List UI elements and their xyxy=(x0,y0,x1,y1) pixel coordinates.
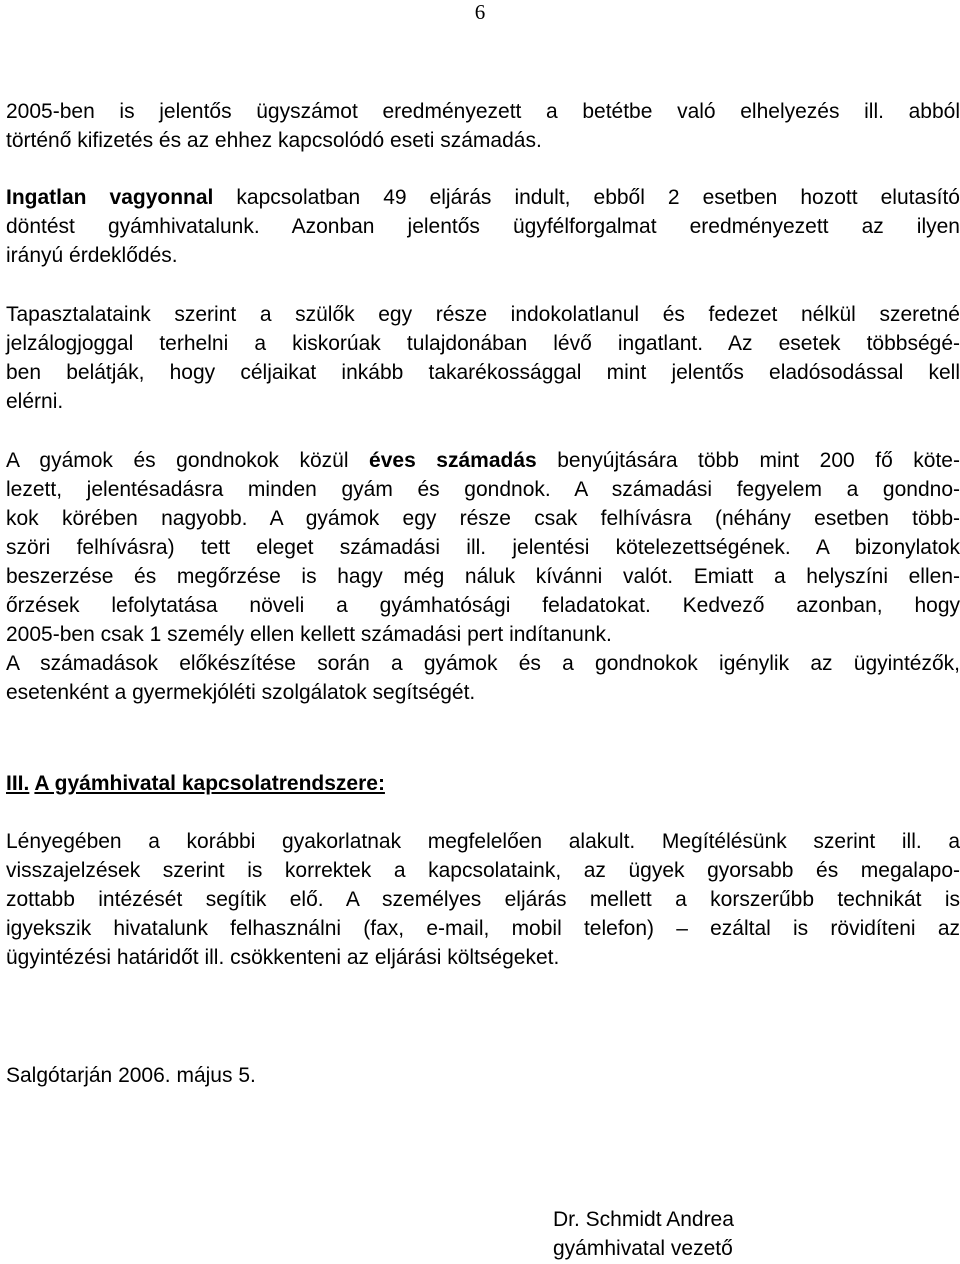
text-line: Lényegében a korábbi gyakorlatnak megfelelően alakult. Megítélésünk szerint ill. a xyxy=(6,830,960,853)
text-line: ügyintézési határidőt ill. csökkenteni az eljárási költségeket. xyxy=(6,946,560,969)
text-line xyxy=(6,447,960,475)
text-line: A számadások előkészítése során a gyámok és a gondnokok igénylik az ügyintézők, xyxy=(6,652,960,675)
text-line: Tapasztalataink szerint a szülők egy része indokolatlanul és fedezet nélkül szeretné xyxy=(6,303,960,326)
text-line: kok körében nagyobb. A gyámok egy része csak felhívásra (néhány esetben több- xyxy=(6,507,960,530)
section-heading xyxy=(6,770,385,798)
signature-title: gyámhivatal vezető xyxy=(553,1237,733,1260)
text-span: kapcsolatban 49 eljárás indult, ebből 2 esetben hozott elutasító xyxy=(213,186,960,209)
signature-name: Dr. Schmidt Andrea xyxy=(553,1208,734,1231)
text-line: beszerzése és megőrzése is hagy még náluk kívánni valót. Emiatt a helyszíni ellen- xyxy=(6,565,960,588)
text-line: jelzálogjoggal terhelni a kiskorúak tulajdonában lévő ingatlant. Az esetek többségé- xyxy=(6,332,960,355)
text-span: benyújtására több mint 200 fő köte- xyxy=(536,449,960,472)
text-line: esetenként a gyermekjóléti szolgálatok segítségét. xyxy=(6,681,476,704)
text-line: zottabb intézését segítik elő. A személyes eljárás mellett a korszerűbb technikát is xyxy=(6,888,960,911)
text-line: igyekszik hivatalunk felhasználni (fax, e-mail, mobil telefon) – ezáltal is rövidíteni az xyxy=(6,917,960,940)
text-span: A gyámok és gondnokok közül xyxy=(6,449,370,472)
text-line: őrzések lefolytatása növeli a gyámhatósági feladatokat. Kedvező azonban, hogy xyxy=(6,594,960,617)
text-line: 2005-ben csak 1 személy ellen kellett számadási pert indítanunk. xyxy=(6,623,612,646)
text-line: 2005-ben is jelentős ügyszámot eredményezett a betétbe való elhelyezés ill. abból xyxy=(6,100,960,123)
section-title: A gyámhivatal kapcsolatrendszere: xyxy=(34,772,385,795)
text-line: szöri felhívásra) tett eleget számadási ill. jelentési kötelezettségének. A bizonylatok xyxy=(6,536,960,559)
text-line: döntést gyámhivatalunk. Azonban jelentős ügyfélforgalmat eredményezett az ilyen xyxy=(6,215,960,238)
text-line xyxy=(6,184,960,212)
text-line: lezett, jelentésadásra minden gyám és gondnok. A számadási fegyelem a gondno- xyxy=(6,478,960,501)
bold-term: éves számadás xyxy=(369,449,537,472)
section-number: III. xyxy=(6,772,30,795)
page-number: 6 xyxy=(474,0,486,24)
text-line: ben belátják, hogy céljaikat inkább takarékossággal mint jelentős eladósodással kell xyxy=(6,361,960,384)
text-line: elérni. xyxy=(6,390,64,413)
text-line: irányú érdeklődés. xyxy=(6,244,178,267)
place-date: Salgótarján 2006. május 5. xyxy=(6,1064,256,1087)
text-line: történő kifizetés és az ehhez kapcsolódó eseti számadás. xyxy=(6,129,542,152)
bold-term: Ingatlan vagyonnal xyxy=(6,186,214,209)
text-line: visszajelzések szerint is korrektek a kapcsolataink, az ügyek gyorsabb és megalapo- xyxy=(6,859,960,882)
